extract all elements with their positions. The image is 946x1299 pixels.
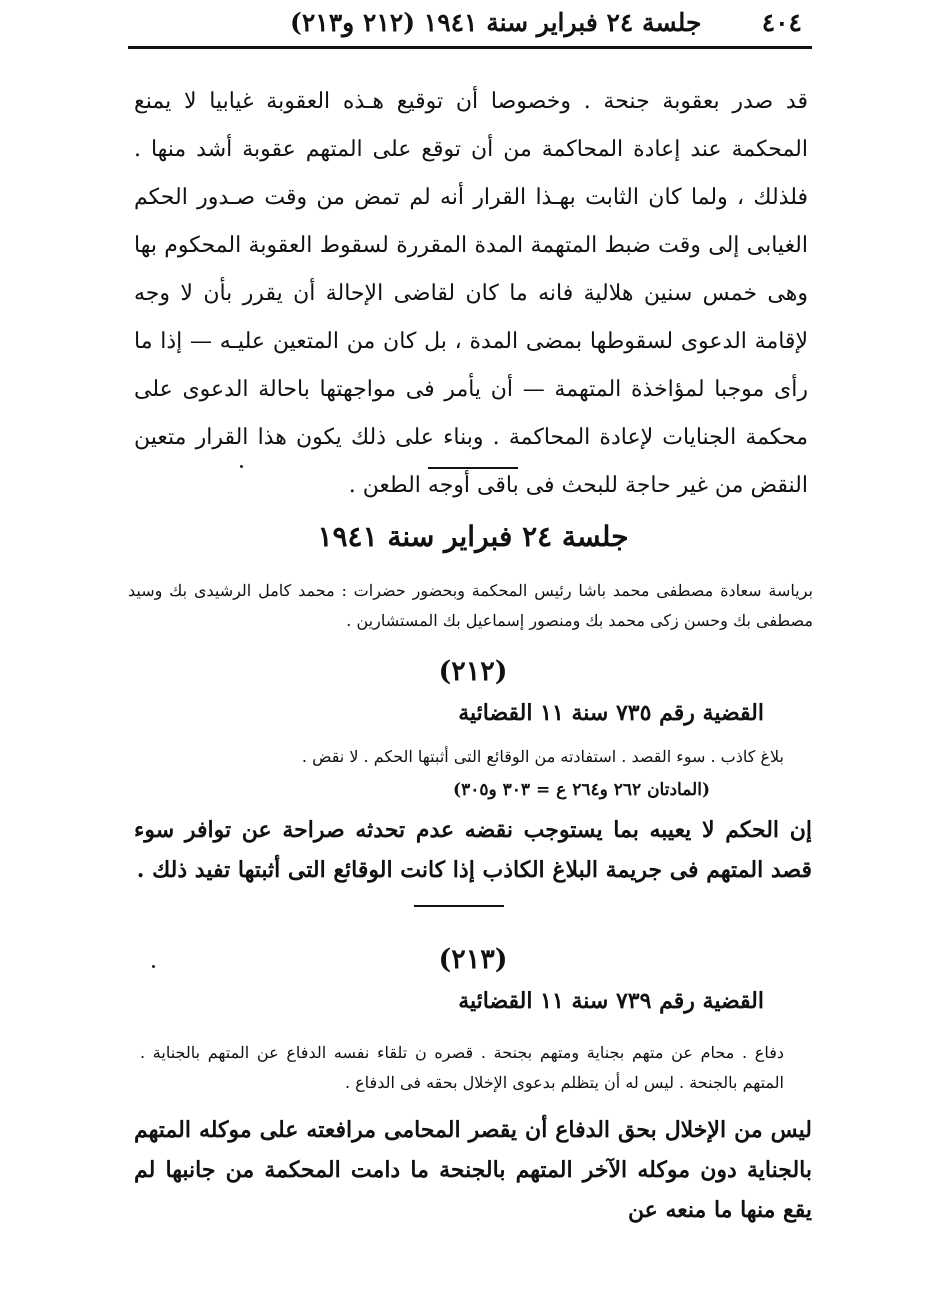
running-header [130,6,810,42]
case-reference: القضية رقم ٧٣٩ سنة ١١ القضائية [458,988,764,1014]
case-number: (٢١٢) [438,656,508,687]
case-number: (٢١٣) [438,944,508,975]
header-rule [128,46,812,49]
case-articles: (المادتان ٢٦٢ و٢٦٤ ع = ٣٠٣ و٣٠٥) [453,780,710,800]
case-holding: ليس من الإخلال بحق الدفاع أن يقصر المحامى مرافعته على موكله المتهم بالجناية دون موكله الآخر المتهم بالجنحة ما دامت المحكمة من جانبها لم يقع منها ما منعه عن [134,1117,812,1223]
session-title: جلسة ٢٤ فبراير سنة ١٩٤١ [317,520,629,553]
running-title: جلسة ٢٤ فبراير سنة ١٩٤١ (٢١٢ و٢١٣) [290,8,702,37]
case-reference: القضية رقم ٧٣٥ سنة ١١ القضائية [458,700,764,726]
case-keywords: بلاغ كاذب . سوء القصد . استفادته من الوقائع التى أثبتها الحكم . لا نقض . [301,747,784,766]
case-holding: إن الحكم لا يعيبه بما يستوجب نقضه عدم تحدثه صراحة عن توافر سوء قصد المتهم فى جريمة البلاغ الكاذب إذا كانت الوقائع التى أثبتها تفيد ذلك . [134,817,812,883]
previous-case-paragraph: قد صدر بعقوبة جنحة . وخصوصا أن توقيع هـذه العقوبة غيابيا لا يمنع المحكمة عند إعادة المحاكمة من أن توقع على المتهم عقوبة أشد منها . فلذلك ، ولما كان الثابت بهـذا القرار أنه لم تمض من وقت صـدور الحكم الغيابى إلى وقت ضبط المتهمة المدة المقررة لسقوط العقوبة المحكوم بها وهى خمس سنين هلالية فانه ما كان لقاضى الإحالة أن يقرر بأن لا وجه لإقامة الدعوى لسقوطها بمضى المدة ، بل كان من المتعين عليـه — إذا ما رأى موجبا لمؤاخذة المتهمة — أن يأمر فى مواجهتها باحالة الدعوى على محكمة الجنايات لإعادة المحاكمة . وبناء على ذلك يكون هذا القرار متعين النقض من غير حاجة للبحث فى باقى أوجه الطعن . [134,89,808,498]
section-divider [428,467,518,469]
print-speck [240,465,243,468]
case-divider [414,905,504,907]
session-presidency: برياسة سعادة مصطفى محمد باشا رئيس المحكمة وبحضور حضرات : محمد كامل الرشيدى بك وسيد مصطفى بك وحسن زكى محمد بك ومنصور إسماعيل بك المستشارين . [128,581,813,630]
case-keywords: دفاع . محام عن متهم بجناية ومتهم بجنحة . قصره ن تلقاء نفسه الدفاع عن المتهم بالجناية . المتهم بالجنحة . ليس له أن يتظلم بدعوى الإخلال بحقه فى الدفاع . [140,1043,784,1092]
page-number: ٤٠٤ [761,8,802,37]
